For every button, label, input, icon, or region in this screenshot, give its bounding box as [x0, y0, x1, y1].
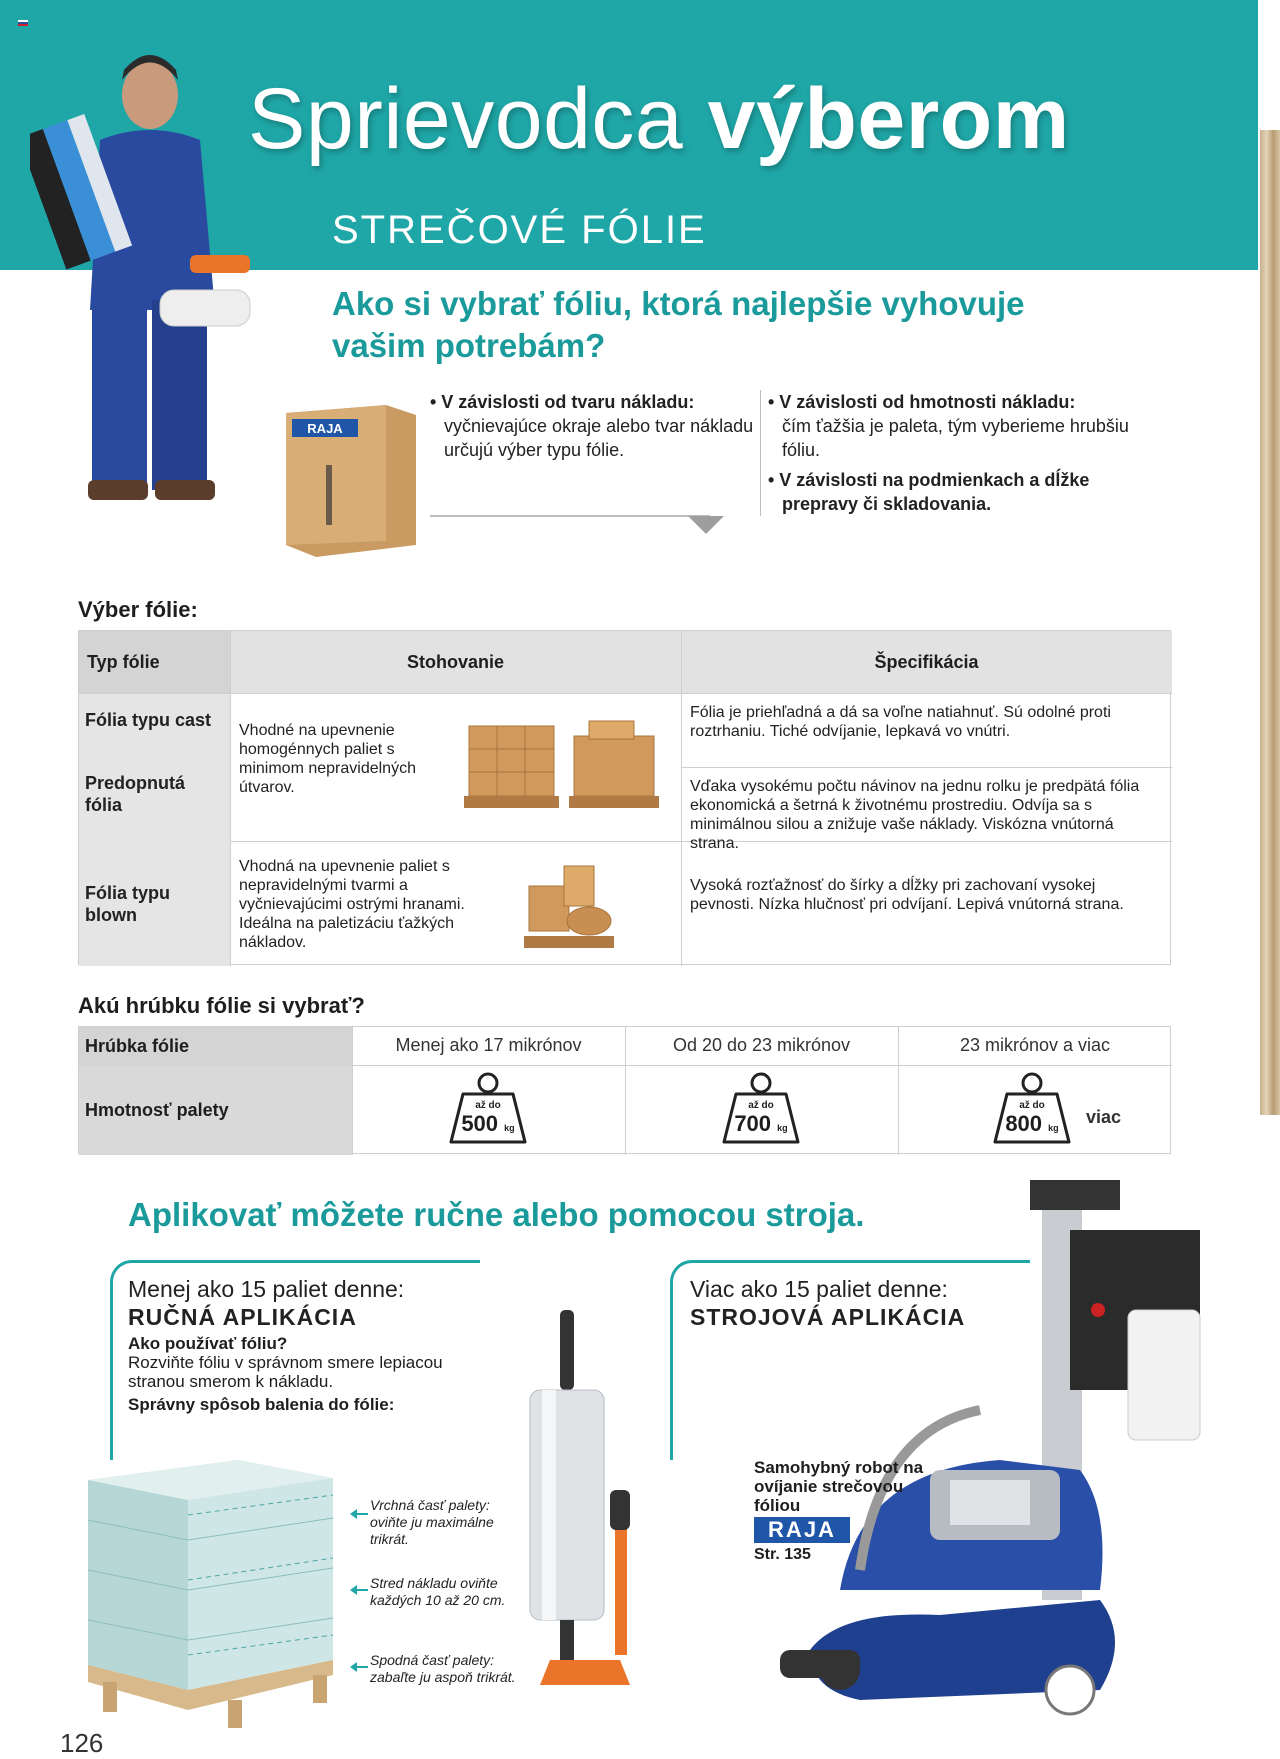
- arrow-icon: [356, 1589, 368, 1591]
- arrow-icon: [356, 1666, 368, 1668]
- weight-more-label: viac: [1086, 1107, 1122, 1127]
- thickness-value: Od 20 do 23 mikrónov: [672, 1035, 851, 1055]
- stacking-text-homogeneous: Vhodné na upevnenie homogénnych paliet s minimom nepravidelných útvarov.: [239, 722, 416, 796]
- table-hline: [681, 767, 1172, 768]
- raja-logo: RAJA: [754, 1517, 850, 1543]
- criterion-weight-text: čím ťažšia je paleta, tým vyberieme hrubšiu fóliu.: [782, 416, 1129, 460]
- row-label-thickness: Hrúbka fólie: [79, 1027, 352, 1065]
- box-logo-text: RAJA: [307, 421, 343, 436]
- thickness-heading: Akú hrúbku fólie si vybrať?: [78, 993, 365, 1018]
- col-header-spec: Špecifikácia: [681, 631, 1172, 693]
- divider-line: [430, 515, 710, 517]
- note-middle: Stred nákladu oviňte každých 10 až 20 cm.: [370, 1575, 506, 1608]
- criterion-shape-text: vyčnievajúce okraje alebo tvar nákladu určujú výber typu fólie.: [444, 416, 754, 460]
- table-hline: [79, 693, 1172, 694]
- manual-heading-line1: Menej ako 15 paliet denne:: [128, 1276, 405, 1302]
- note-top: Vrchná časť palety: oviňte ju maximálne trikrát.: [370, 1497, 494, 1547]
- robot-illustration: [780, 1170, 1220, 1730]
- hand-dispenser-illustration: [520, 1310, 650, 1690]
- page-number: 126: [60, 1728, 104, 1758]
- pallet-boxes-illustration: [464, 711, 664, 821]
- stacking-text-irregular: Vhodná na upevnenie paliet s nepravidelnými tvarmi a vyčnievajúcimi ostrými hranami. Ideálna na paletizáciu ťažkých nákladov.: [239, 858, 465, 951]
- decorative-strip: [1260, 130, 1280, 1115]
- machine-heading-line2: STROJOVÁ APLIKÁCIA: [690, 1304, 966, 1330]
- raja-box-illustration: [286, 395, 416, 563]
- type-prestretched: Predopnutá fólia: [85, 773, 186, 815]
- spec-cast: Fólia je priehľadná a dá sa voľne natiahnuť. Sú odolné proti roztrhaniu. Tiché odvíjanie, lepkavá vo vnútri.: [690, 704, 1111, 740]
- col-header-stacking: Stohovanie: [230, 631, 681, 693]
- table-vline: [681, 631, 682, 966]
- catalog-page-ref: Str. 135: [754, 1546, 811, 1563]
- page-subtitle: STREČOVÉ FÓLIE: [332, 208, 707, 252]
- note-bottom: Spodná časť palety: zabaľte ju aspoň trikrát.: [370, 1652, 516, 1685]
- arrow-icon: [356, 1513, 368, 1515]
- spec-prestretched: Vďaka vysokému počtu návinov na jednu rolku je predpätá fólia ekonomická a šetrná k životnému prostrediu. Odvíja sa s minimálnou silou a znižuje vaše náklady. Viskózna vnútorná strana.: [690, 778, 1140, 852]
- weight-700-icon: až do 700 kg: [720, 1072, 802, 1148]
- weight-800-icon: až do 800 kg: [991, 1072, 1073, 1148]
- col-header-type: Typ fólie: [79, 631, 230, 693]
- criterion-weight: [768, 390, 1168, 516]
- manual-heading: [128, 1275, 404, 1331]
- criterion-shape: [430, 390, 760, 462]
- criterion-shape-title: • V závislosti od tvaru nákladu:: [430, 392, 695, 412]
- proper-wrap-title: Správny spôsob balenia do fólie:: [128, 1395, 395, 1414]
- row-label-weight: Hmotnosť palety: [79, 1065, 352, 1155]
- criterion-transport: • V závislosti na podmienkach a dĺžke prepravy či skladovania.: [768, 470, 1090, 514]
- manual-heading-line2: RUČNÁ APLIKÁCIA: [128, 1304, 357, 1330]
- machine-heading-line1: Viac ako 15 paliet denne:: [690, 1276, 948, 1302]
- spec-blown: Vysoká rozťažnosť do šírky a dĺžky pri zachovaní vysokej pevnosti. Nízka hlučnosť pri odvíjaní. Lepivá vnútorná strana.: [690, 877, 1124, 913]
- howto-text: Rozviňte fóliu v správnom smere lepiacou stranou smerom k nákladu.: [128, 1353, 443, 1391]
- table-hline: [352, 1065, 1172, 1066]
- application-heading: Aplikovať môžete ručne alebo pomocou stroja.: [128, 1196, 865, 1233]
- thickness-value: 23 mikrónov a viac: [959, 1035, 1111, 1055]
- irregular-load-illustration: [519, 856, 619, 961]
- criterion-weight-title: • V závislosti od hmotnosti nákladu:: [768, 392, 1076, 412]
- foil-selection-table: [78, 630, 1171, 965]
- table-vline: [230, 631, 231, 966]
- wrapped-pallet-illustration: [88, 1460, 348, 1730]
- triangle-pointer-icon: [688, 516, 724, 534]
- type-blown: Fólia typu blown: [85, 883, 170, 925]
- thickness-table: [78, 1026, 1171, 1154]
- page-title: Sprievodca výberom: [248, 71, 1070, 167]
- manual-instructions: [128, 1334, 458, 1414]
- divider: [760, 390, 761, 516]
- flag-icon: [18, 20, 28, 26]
- weight-500-icon: až do 500 kg: [447, 1072, 529, 1148]
- selection-heading: Výber fólie:: [78, 597, 198, 622]
- worker-illustration: [30, 40, 290, 520]
- robot-description: Samohybný robot na ovíjanie strečovou fóliou: [754, 1458, 924, 1515]
- main-question: Ako si vybrať fóliu, ktorá najlepšie vyhovuje vašim potrebám?: [332, 285, 1025, 364]
- thickness-value: Menej ako 17 mikrónov: [395, 1035, 582, 1055]
- howto-title: Ako používať fóliu?: [128, 1334, 288, 1353]
- type-cast: Fólia typu cast: [85, 710, 212, 730]
